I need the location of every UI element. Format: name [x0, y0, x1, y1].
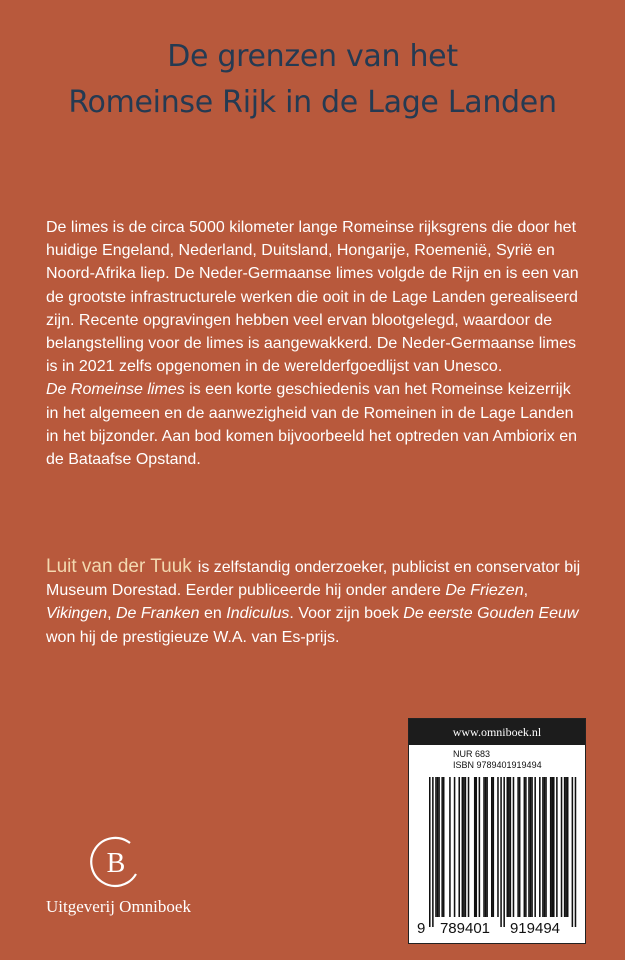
- author-sep-2: ,: [107, 605, 116, 623]
- barcode-digit-first: 9: [417, 920, 426, 937]
- author-book-4: Indiculus: [226, 605, 290, 623]
- barcode-digits-right: 919494: [509, 920, 561, 937]
- barcode-bar: [572, 777, 574, 927]
- blurb-paragraph-1: De limes is de circa 5000 kilometer lange Romeinse rijksgrens die door het huidige Engeland, Nederland, Duitsland, Hongarije, Roemenië, Syrië en Noord-Afrika liep. De Neder-Germaanse limes volgde de Rijn en is een van de grootste infrastructurele werken die ooit in de Lage Landen gerealiseerd zijn. Recente opgravingen hebben veel ervan blootgelegd, waardoor de belangstelling voor de limes is aangewakkerd. De Neder-Germaanse limes is in 2021 zelfs opgenomen in de werelderfgoedlijst van Unesco.: [46, 219, 579, 376]
- barcode-bar: [438, 777, 440, 917]
- publisher-url: www.omniboek.nl: [409, 719, 585, 745]
- barcode-bar: [544, 777, 546, 917]
- blurb-paragraph-2: [46, 378, 586, 471]
- barcode-bar: [468, 777, 470, 917]
- barcode-bar: [437, 777, 439, 917]
- barcode-bar: [530, 777, 532, 917]
- barcode-bar: [545, 777, 547, 917]
- barcode-bar: [432, 777, 434, 927]
- author-book-3: De Franken: [115, 605, 200, 623]
- barcode-bar: [458, 777, 460, 917]
- title-line-1: De grenzen van het: [167, 39, 458, 74]
- nur-code: NUR 683: [453, 749, 491, 759]
- author-book-5: De eerste Gouden Eeuw: [403, 605, 579, 623]
- barcode-bar: [485, 777, 487, 917]
- barcode-bar: [497, 777, 499, 917]
- barcode-bar: [513, 777, 515, 917]
- barcode-bar: [528, 777, 530, 917]
- barcode-bar: [556, 777, 558, 917]
- barcode-bar: [517, 777, 519, 917]
- barcode-bar: [524, 777, 526, 917]
- barcode-bar: [493, 777, 495, 917]
- barcode-bar: [449, 777, 451, 917]
- author-book-2: Vikingen: [46, 605, 108, 623]
- barcode-bar: [542, 777, 544, 917]
- barcode-bar: [443, 777, 445, 917]
- barcode-bar: [491, 777, 493, 917]
- isbn-barcode: [409, 777, 585, 941]
- barcode-meta: [409, 745, 585, 771]
- barcode-bar: [435, 777, 437, 917]
- barcode-bar: [463, 777, 465, 917]
- barcode-bar: [429, 777, 431, 927]
- barcode-bar: [565, 777, 567, 917]
- barcode-digits-left: 789401: [439, 920, 491, 937]
- barcode-bar: [553, 777, 555, 917]
- barcode-bar: [539, 777, 541, 917]
- barcode-bar: [503, 777, 505, 927]
- barcode-bar: [476, 777, 478, 917]
- barcode-bar: [508, 777, 510, 917]
- barcode-panel: [408, 718, 586, 944]
- barcode-bar: [474, 777, 476, 917]
- author-name: Luit van der Tuuk: [46, 556, 192, 577]
- barcode-bar: [454, 777, 456, 917]
- barcode-bar: [486, 777, 488, 917]
- isbn-code: ISBN 9789401919494: [453, 760, 542, 770]
- author-sep-1: ,: [523, 582, 529, 600]
- author-bio-text-3: won hij de prestigieuze W.A. van Es-prijs.: [46, 628, 340, 646]
- book-title: [0, 34, 625, 126]
- blurb: [46, 216, 586, 471]
- author-sep-3: en: [199, 605, 227, 623]
- barcode-bar: [531, 777, 533, 917]
- barcode-bar: [507, 777, 509, 917]
- author-bio: [46, 555, 586, 649]
- barcode-bar: [483, 777, 485, 917]
- barcode-bar: [465, 777, 467, 917]
- author-book-1: De Friezen: [445, 582, 524, 600]
- title-line-2: Romeinse Rijk in de Lage Landen: [68, 85, 557, 120]
- barcode-bar: [500, 777, 502, 927]
- barcode-bar: [441, 777, 443, 917]
- barcode-bar: [575, 777, 577, 927]
- barcode-bar: [479, 777, 481, 917]
- barcode-bar: [510, 777, 512, 917]
- blurb-paragraph-2-text: is een korte geschiedenis van het Romeinse keizerrijk in het algemeen en de aanwezigheid van de Romeinen in de Lage Landen in het bijzonder. Aan bod komen bijvoorbeeld het optreden van Ambiorix en de Bataafse Opstand.: [46, 381, 578, 469]
- barcode-bar: [567, 777, 569, 917]
- barcode-bar: [550, 777, 552, 917]
- publisher-name: Uitgeverij Omniboek: [46, 897, 191, 916]
- author-bio-text-1: is zelfstandig onderzoeker, publicist en conservator bij Museum Dorestad. Eerder publiceerde hij onder andere: [46, 559, 581, 600]
- barcode-bar: [551, 777, 553, 917]
- barcode-bar: [462, 777, 464, 917]
- barcode-bar: [525, 777, 527, 917]
- blurb-book-title: De Romeinse limes: [46, 381, 185, 399]
- barcode-bar: [561, 777, 563, 917]
- logo-letter: B: [106, 848, 126, 879]
- author-bio-text-2: . Voor zijn boek: [289, 605, 404, 623]
- barcode-bar: [519, 777, 521, 917]
- barcode-bar: [534, 777, 536, 917]
- logo-mark: [86, 830, 146, 892]
- barcode-bar: [564, 777, 566, 917]
